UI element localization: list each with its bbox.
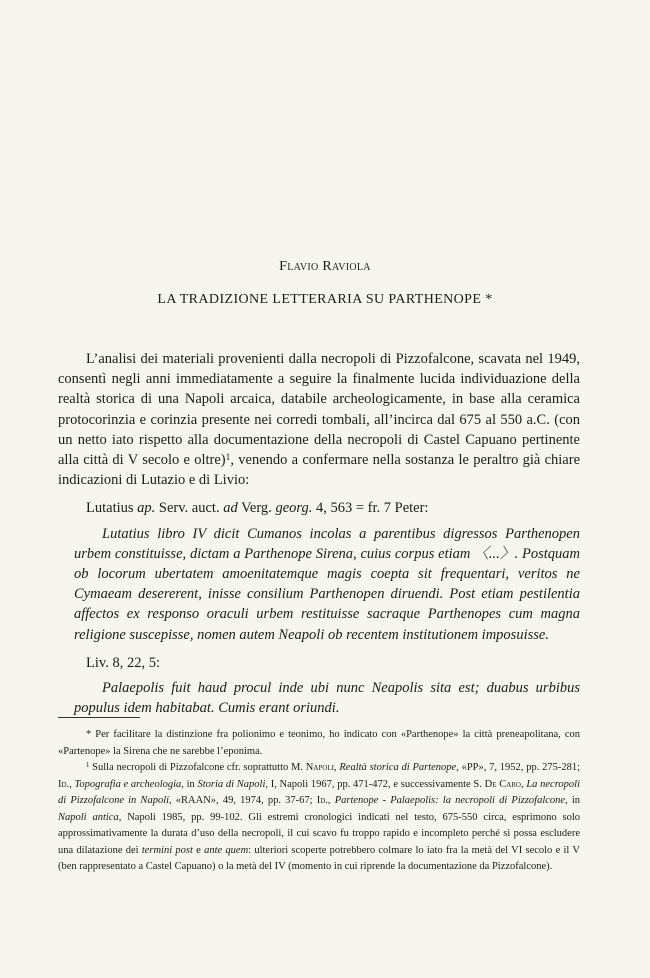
- citation-lutatius: [58, 498, 580, 518]
- citation-part: 4, 563 = fr. 7 Peter:: [312, 500, 429, 517]
- intro-text-continued: , venendo a confermare nella sostanza le peraltro già chiare indicazioni di Lutazio e di Livio:: [58, 452, 581, 489]
- author-smallcaps: Napoli: [305, 762, 334, 773]
- work-title: Partenope - Palaepolis: la necropoli di Pizzofalcone: [334, 795, 566, 806]
- footnote-text: ,: [333, 762, 340, 773]
- footnote-text: ,: [327, 795, 335, 806]
- citation-part: Verg.: [237, 500, 276, 517]
- footnote-text: e: [192, 844, 205, 856]
- quote-lutatius: Lutatius libro IV dicit Cumanos incolas a parentibus digressos Parthenopen urbem constituisse, dictam a Parthenope Sirena, cuius corpus etiam 〈...〉. Postquam ob locorum ubertatem amoenitatemque magis coepta sit frequentari, veritos ne Cymaeam desererent, inisse consilium Parthenopen diruendi. Post etiam pestilentia affectos ex responso oraculi urbem restituisse sacraque Parthenopes cum magna religione suscepisse, nomen autem Neapoli ob recentem institutionem imposuisse.: [74, 525, 580, 643]
- citation-part: ap.: [137, 500, 156, 517]
- footnote-number: 1: [86, 761, 90, 769]
- citation-part: Serv. auct.: [155, 500, 224, 517]
- author-smallcaps: De Caro: [484, 778, 521, 790]
- latin-term: ante quem: [204, 844, 249, 856]
- work-title: La necropoli di Pizzofalcone in Napoli: [58, 778, 580, 806]
- footnote-text: Sulla necropoli di Pizzofalcone cfr. soprattutto M.: [89, 762, 306, 773]
- footnote-text: ,: [69, 778, 75, 790]
- author-smallcaps: Id.: [58, 778, 70, 790]
- work-title: Storia di Napoli: [197, 778, 266, 790]
- citation-livy: Liv. 8, 22, 5:: [86, 654, 160, 671]
- footnote-text: , «RAAN», 49, 1974, pp. 37-67;: [169, 795, 317, 806]
- footnotes: [58, 727, 580, 876]
- citation-part: ad: [223, 500, 238, 517]
- footnote-text: , «PP», 7, 1952, pp. 275-281;: [456, 762, 581, 773]
- author-name: Flavio Raviola: [279, 259, 371, 274]
- footnote-text: , I, Napoli 1967, pp. 471-472, e successivamente S.: [265, 778, 485, 790]
- footnote-ref-1[interactable]: 1: [225, 452, 231, 463]
- intro-text: L’analisi dei materiali provenienti dalla necropoli di Pizzofalcone, scavata nel 1949, consentì negli anni immediatamente a seguire la finalmente lucida individuazione della realtà storica di una Napoli arcaica, databile archeologicamente, in base alla ceramica protocorinzia e corinzia presente nei corredi tombali, all’incirca dal 675 al 550 a.C. (con un netto iato rispetto alla documentazione della necropoli di Castel Capuano pertinente alla città di V secolo e oltre): [58, 351, 580, 469]
- latin-term: termini post: [141, 844, 193, 856]
- footnote-divider: [58, 717, 140, 718]
- article-body: [58, 349, 580, 718]
- footnote-star: * Per facilitare la distinzione fra polionimo e teonimo, ho indicato con «Parthenope» la città preneapolitana, con «Partenope» la Sirena che ne sarebbe l’eponima.: [58, 729, 580, 757]
- author-smallcaps: Id.: [316, 795, 328, 806]
- quote-livy: Palaepolis fuit haud procul inde ubi nunc Neapolis sita est; duabus urbibus populus idem habitabat. Cumis erant oriundi.: [74, 680, 580, 717]
- footnote-text: , Napoli 1985, pp. 99-102. Gli estremi cronologici indicati nel testo, 675-550 circa, esprimono solo approssimativamente la durata d’uso della necropoli, il cui scavo fu troppo rapido e incompleto perché si possa escludere una dilatazione dei: [58, 811, 580, 856]
- footnote-1: [58, 760, 580, 876]
- footnote-text: , in: [181, 778, 198, 790]
- citation-part: Lutatius: [86, 500, 138, 517]
- article-title: LA TRADIZIONE LETTERARIA SU PARTHENOPE *: [157, 292, 493, 307]
- citation-part: georg.: [275, 500, 313, 517]
- work-title: Napoli antica: [58, 811, 119, 823]
- footnote-text: , in: [565, 795, 581, 806]
- footnote-text: : ulteriori scoperte potrebbero colmare lo iato fra la metà del VI secolo e il V (ben rappresentato a Castel Capuano) o la metà del IV (momento in cui riprende la documentazione da Pizzofalcone).: [58, 844, 580, 872]
- intro-paragraph: [58, 349, 580, 490]
- work-title: Realtà storica di Partenope: [339, 762, 457, 773]
- work-title: Topografia e archeologia: [74, 778, 182, 790]
- footnote-text: ,: [520, 778, 527, 790]
